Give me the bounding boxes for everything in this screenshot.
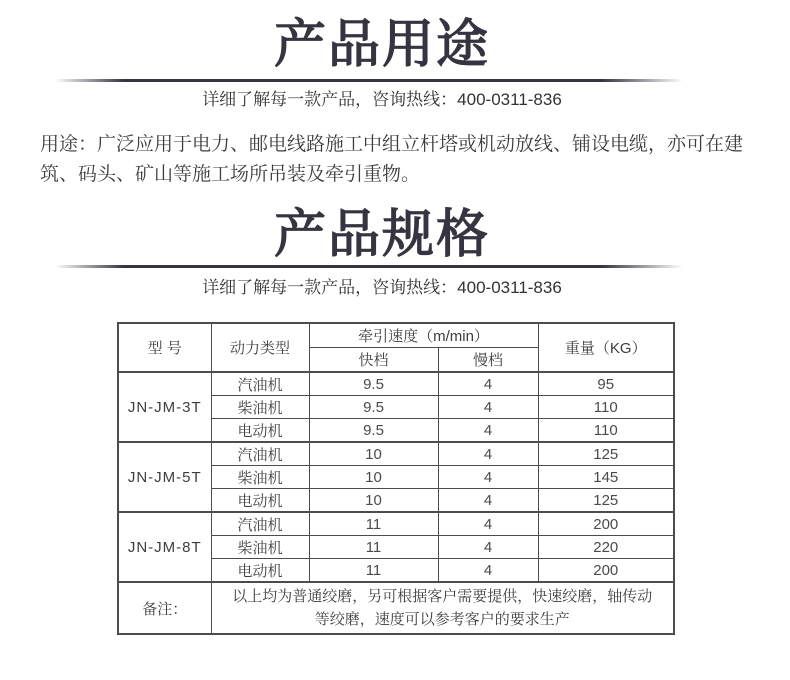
table-row — [118, 442, 674, 466]
slow-speed-cell: 4 — [438, 536, 538, 559]
section-title-usage: 产品用途 — [273, 16, 490, 74]
fast-speed-cell: 10 — [309, 442, 438, 466]
weight-cell: 200 — [538, 512, 674, 536]
power-cell: 柴油机 — [211, 466, 309, 489]
spec-table — [117, 322, 675, 635]
fast-speed-cell: 9.5 — [309, 419, 438, 443]
slow-speed-cell: 4 — [438, 559, 538, 583]
table-note-row — [118, 582, 674, 634]
header-power-type: 动力类型 — [211, 323, 309, 372]
section-title-spec: 产品规格 — [273, 206, 490, 264]
section-divider — [55, 79, 683, 82]
fast-speed-cell: 11 — [309, 536, 438, 559]
hotline-text: 详细了解每一款产品，咨询热线：400-0311-836 — [202, 90, 562, 109]
note-label-cell: 备注： — [118, 582, 211, 634]
weight-cell: 145 — [538, 466, 674, 489]
fast-speed-cell: 9.5 — [309, 372, 438, 396]
power-cell: 柴油机 — [211, 536, 309, 559]
header-fast-gear: 快档 — [309, 348, 438, 373]
header-speed-group: 牵引速度（m/min） — [309, 323, 538, 348]
power-cell: 电动机 — [211, 419, 309, 443]
fast-speed-cell: 11 — [309, 512, 438, 536]
slow-speed-cell: 4 — [438, 512, 538, 536]
note-line-1: 以上均为普通绞磨，另可根据客户需要提供，快速绞磨，轴传动 — [232, 588, 653, 605]
fast-speed-cell: 9.5 — [309, 396, 438, 419]
power-cell: 柴油机 — [211, 396, 309, 419]
weight-cell: 110 — [538, 396, 674, 419]
weight-cell: 200 — [538, 559, 674, 583]
slow-speed-cell: 4 — [438, 372, 538, 396]
usage-paragraph: 用途：广泛应用于电力、邮电线路施工中组立杆塔或机动放线、铺设电缆，亦可在建筑、码头、矿山等施工场所吊装及牵引重物。 — [40, 134, 744, 185]
power-cell: 汽油机 — [211, 442, 309, 466]
model-cell: JN-JM-3T — [118, 372, 211, 442]
spec-table-container — [117, 322, 675, 635]
power-cell: 汽油机 — [211, 372, 309, 396]
table-row — [118, 372, 674, 396]
slow-speed-cell: 4 — [438, 442, 538, 466]
weight-cell: 220 — [538, 536, 674, 559]
section-divider — [55, 265, 683, 268]
note-text-cell — [211, 582, 674, 634]
hotline-text: 详细了解每一款产品，咨询热线：400-0311-836 — [202, 278, 562, 297]
header-model: 型 号 — [118, 323, 211, 372]
fast-speed-cell: 10 — [309, 466, 438, 489]
model-cell: JN-JM-8T — [118, 512, 211, 582]
power-cell: 电动机 — [211, 489, 309, 513]
fast-speed-cell: 11 — [309, 559, 438, 583]
note-line-2: 等绞磨，速度可以参考客户的要求生产 — [314, 611, 570, 628]
slow-speed-cell: 4 — [438, 419, 538, 443]
header-slow-gear: 慢档 — [438, 348, 538, 373]
table-header-row — [118, 323, 674, 348]
power-cell: 电动机 — [211, 559, 309, 583]
table-row — [118, 512, 674, 536]
slow-speed-cell: 4 — [438, 489, 538, 513]
model-cell: JN-JM-5T — [118, 442, 211, 512]
weight-cell: 95 — [538, 372, 674, 396]
header-weight: 重量（KG） — [538, 323, 674, 372]
power-cell: 汽油机 — [211, 512, 309, 536]
slow-speed-cell: 4 — [438, 396, 538, 419]
slow-speed-cell: 4 — [438, 466, 538, 489]
weight-cell: 125 — [538, 442, 674, 466]
weight-cell: 110 — [538, 419, 674, 443]
weight-cell: 125 — [538, 489, 674, 513]
fast-speed-cell: 10 — [309, 489, 438, 513]
